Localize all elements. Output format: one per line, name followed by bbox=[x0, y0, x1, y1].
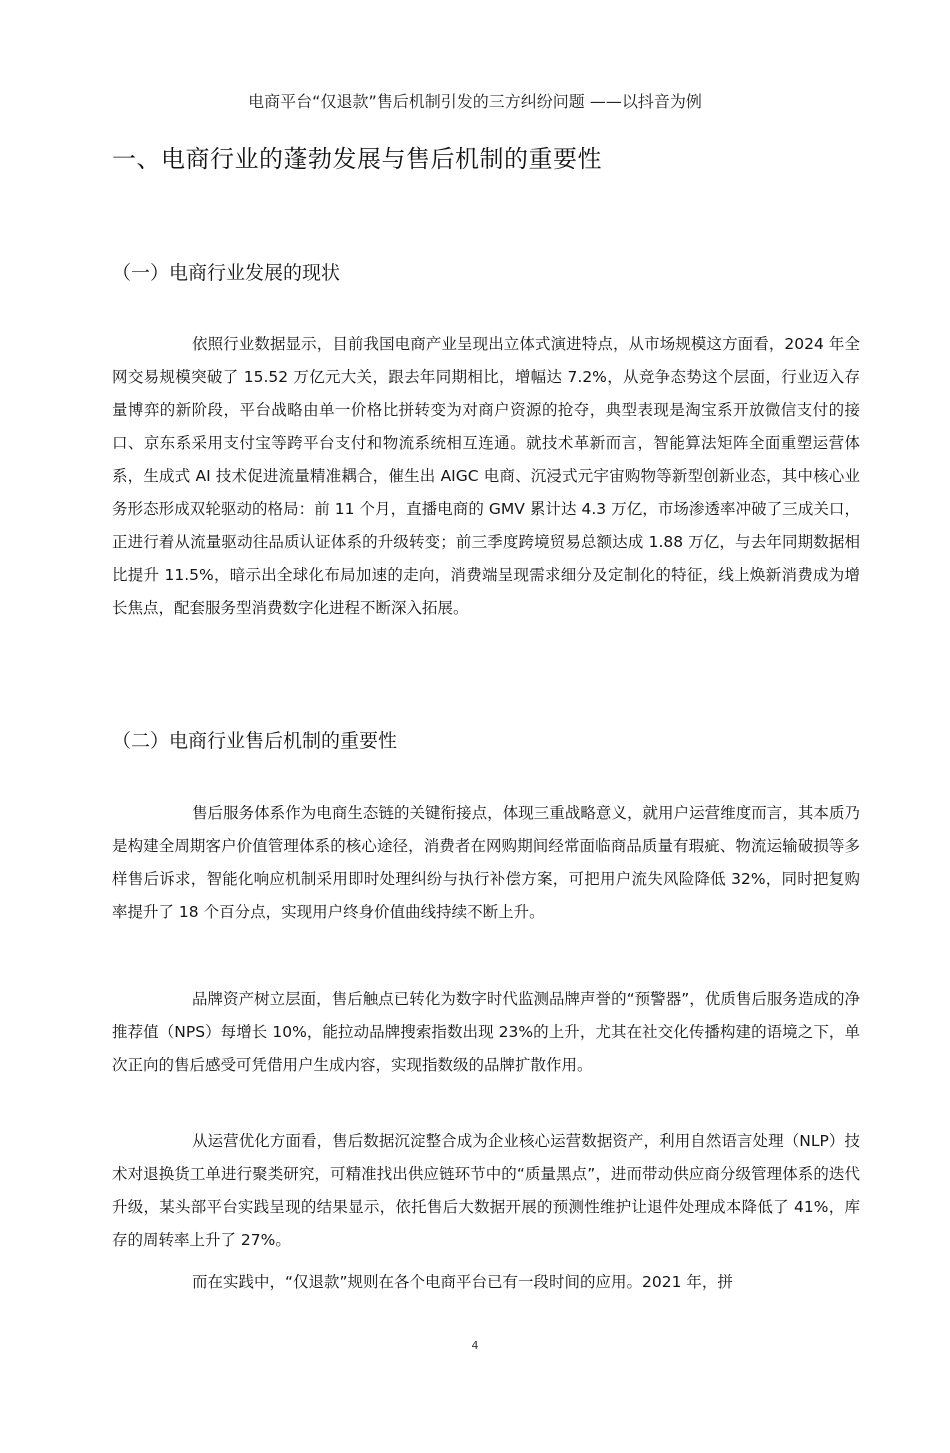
body-paragraph: 从运营优化方面看，售后数据沉淀整合成为企业核心运营数据资产，利用自然语言处理（NLP）技术对退换货工单进行聚类研究，可精准找出供应链环节中的“质量黑点”，进而带动供应商分级管理体系的迭代升级，某头部平台实践呈现的结果显示，依托售后大数据开展的预测性维护让退件处理成本降低了 41%，库存的周转率上升了 27%。 bbox=[112, 1132, 860, 1249]
subsection-heading: （一）电商行业发展的现状 bbox=[112, 262, 341, 284]
page-number: 4 bbox=[471, 1339, 479, 1352]
section-heading: 一、电商行业的蓬勃发展与售后机制的重要性 bbox=[112, 145, 602, 173]
body-paragraph: 依照行业数据显示，目前我国电商产业呈现出立体式演进特点，从市场规模这方面看，2024 年全网交易规模突破了 15.52 万亿元大关，跟去年同期相比，增幅达 7.2%，从竞争态势这个层面，行业迈入存量博弈的新阶段，平台战略由单一价格比拼转变为对商户资源的抢夺，典型表现是淘宝系开放微信支付的接口、京东系采用支付宝等跨平台支付和物流系统相互连通。就技术革新而言，智能算法矩阵全面重塑运营体系，生成式 AI 技术促进流量精准耦合，催生出 AIGC 电商、沉浸式元宇宙购物等新型创新业态，其中核心业务形态形成双轮驱动的格局：前 11 个月，直播电商的 GMV 累计达 4.3 万亿，市场渗透率冲破了三成关口，正进行着从流量驱动往品质认证体系的升级转变；前三季度跨境贸易总额达成 1.88 万亿，与去年同期数据相比提升 11.5%，暗示出全球化布局加速的走向，消费端呈现需求细分及定制化的特征，线上焕新消费成为增长焦点，配套服务型消费数字化进程不断深入拓展。 bbox=[112, 335, 860, 617]
subsection-heading: （二）电商行业售后机制的重要性 bbox=[112, 730, 398, 752]
body-paragraph: 品牌资产树立层面，售后触点已转化为数字时代监测品牌声誉的“预警器”，优质售后服务造成的净推荐值（NPS）每增长 10%，能拉动品牌搜索指数出现 23%的上升，尤其在社交化传播构建的语境之下，单次正向的售后感受可凭借用户生成内容，实现指数级的品牌扩散作用。 bbox=[112, 990, 860, 1074]
body-paragraph: 而在实践中，“仅退款”规则在各个电商平台已有一段时间的应用。2021 年，拼 bbox=[192, 1273, 733, 1291]
body-paragraph: 售后服务体系作为电商生态链的关键衔接点，体现三重战略意义，就用户运营维度而言，其本质乃是构建全周期客户价值管理体系的核心途径，消费者在网购期间经常面临商品质量有瑕疵、物流运输破损等多样售后诉求，智能化响应机制采用即时处理纠纷与执行补偿方案，可把用户流失风险降低 32%，同时把复购率提升了 18 个百分点，实现用户终身价值曲线持续不断上升。 bbox=[112, 804, 860, 921]
running-header: 电商平台“仅退款”售后机制引发的三方纠纷问题 ——以抖音为例 bbox=[248, 92, 702, 111]
